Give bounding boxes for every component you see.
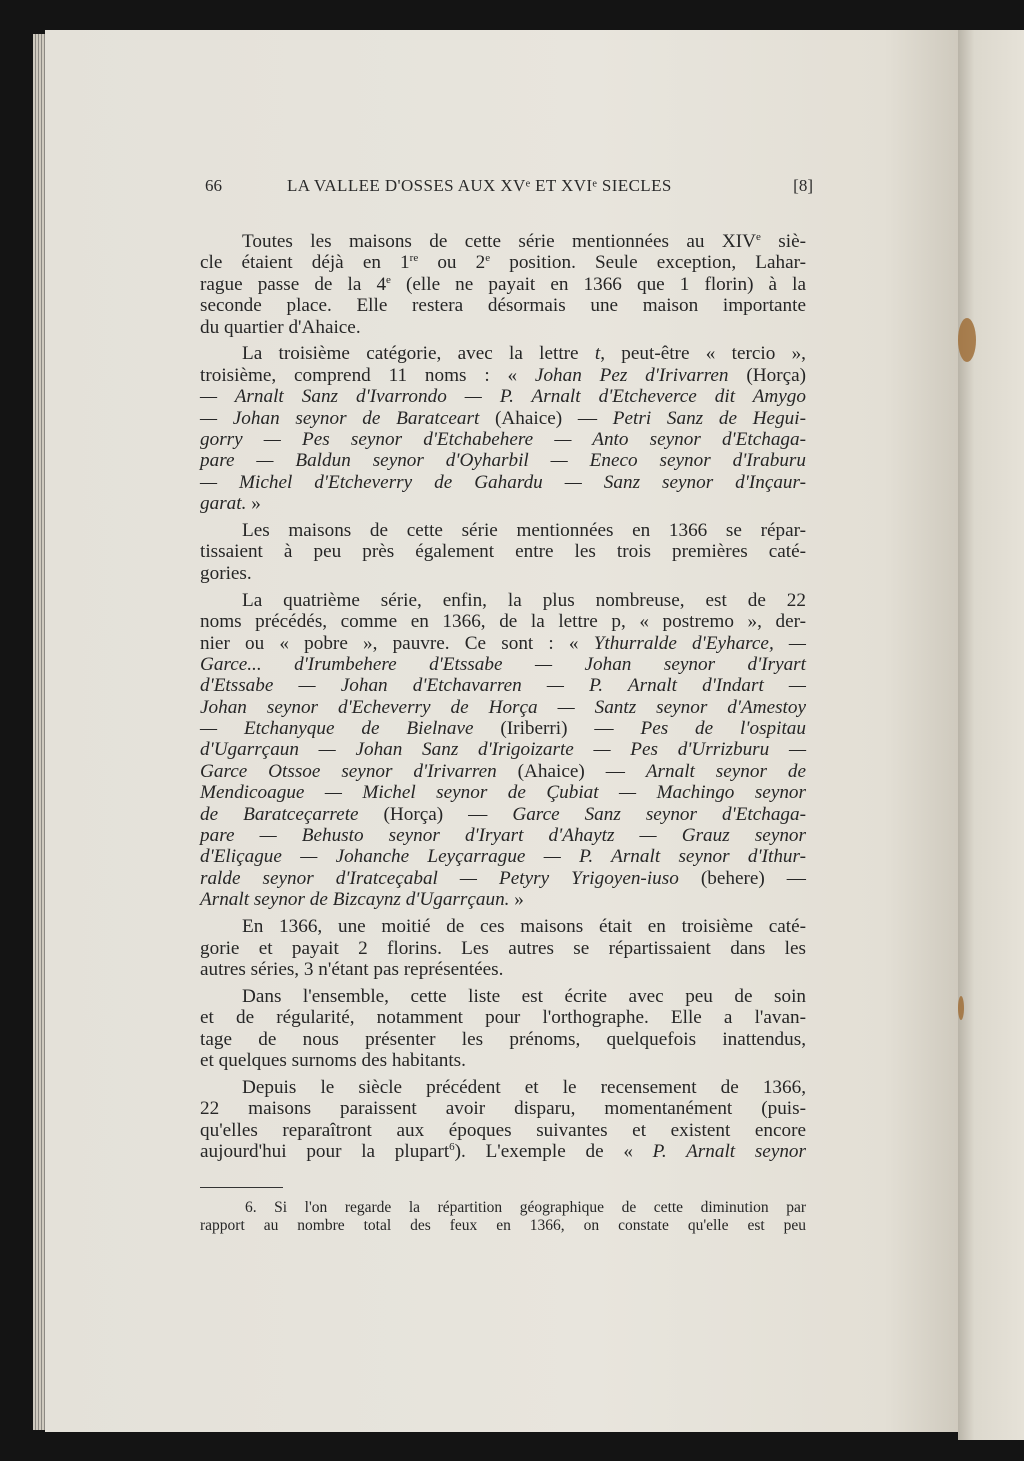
text-run: La quatrième série, enfin, la plus nombreuse, est de 22 [242,589,806,611]
footnote-rule [200,1187,283,1188]
text-line [200,1029,806,1050]
text-line [200,739,806,760]
text-line [200,590,806,611]
footnote-line: 6. Si l'on regarde la répartition géographique de cette diminution par [245,1199,806,1216]
italic-text: d'Etssabe — Johan d'Etchavarren — P. Arnalt d'Indart — [200,675,806,697]
text-line [200,825,806,846]
text-run: aujourd'hui pour la plupart [200,1141,450,1163]
text-run: du quartier d'Ahaice. [200,316,361,338]
text-line [200,274,806,295]
text-run: (Ahaice) — [479,407,613,429]
text-line [200,633,806,654]
text-line [200,868,806,889]
text-line [200,386,806,407]
text-line [200,252,806,273]
paragraph [200,1077,806,1163]
text-line [200,889,806,910]
facing-page-edge [958,30,1024,1440]
text-run: tissaient à peu près également entre les trois premières caté- [200,541,806,563]
text-line [200,846,806,867]
paragraph [200,343,806,514]
italic-text: Pes de l'ospitau [640,718,806,740]
text-run: Depuis le siècle précédent et le recensement de 1366, [242,1076,806,1098]
text-line [200,675,806,696]
text-line [200,1007,806,1028]
section-ref: [8] [793,176,813,195]
text-line [200,295,806,316]
text-run: nier ou « pobre », pauvre. Ce sont : « [200,632,594,654]
text-run: siè- [760,231,806,252]
paragraph [200,520,806,584]
text-run: qu'elles reparaîtront aux époques suivantes et existent encore [200,1119,806,1141]
text-run: troisième, comprend 11 noms : « [200,364,535,386]
italic-text: — Michel d'Etcheverry de Gahardu — Sanz seynor d'Inçaur- [200,471,806,493]
text-line [200,761,806,782]
text-run: noms précédés, comme en 1366, de la lettre p, « postremo », der- [200,611,806,633]
paragraph [200,231,806,338]
text-line [200,365,806,386]
text-run: Toutes les maisons de cette série mentionnées au XIV [242,231,756,252]
text-line [200,718,806,739]
text-run: position. Seule exception, Lahar- [490,252,806,274]
body-text [200,231,806,1168]
text-run: , peut-être « tercio », [600,343,806,365]
text-run: et quelques surnoms des habitants. [200,1049,466,1071]
text-line [200,563,806,584]
superscript: re [409,252,419,265]
italic-text: Ythurralde d'Eyharce, — [593,632,806,654]
text-run: tage de nous présenter les prénoms, quelquefois inattendus, [200,1028,806,1050]
text-run: 22 maisons paraissent avoir disparu, momentanément (puis- [200,1098,806,1120]
text-line [200,1098,806,1119]
paragraph [200,590,806,911]
text-run: et de régularité, notamment pour l'orthographe. Elle a l'avan- [200,1007,806,1029]
footnote-line: rapport au nombre total des feux en 1366, on constate qu'elle est peu [200,1217,806,1234]
text-line [200,520,806,541]
italic-text: — Arnalt Sanz d'Ivarrondo — P. Arnalt d'Etcheverce dit Amygo [200,386,806,408]
superscript: e [756,231,761,243]
text-run: gories. [200,562,252,584]
text-run: Dans l'ensemble, cette liste est écrite avec peu de soin [242,985,806,1007]
italic-text: de Baratceçarrete [200,803,359,825]
paragraph [200,986,806,1072]
paragraph [200,916,806,980]
text-line [200,1077,806,1098]
page-number: 66 [205,176,222,195]
italic-text: P. Arnalt seynor [652,1141,806,1163]
text-run: ). L'exemple de « [454,1141,653,1163]
text-run: Les maisons de cette série mentionnées en 1366 se répar- [242,520,806,542]
italic-text: Garce... d'Irumbehere d'Etssabe — Johan seynor d'Iryart [200,653,806,675]
italic-text: — Johan seynor de Baratceart [200,407,480,429]
text-line [200,782,806,803]
running-header [205,176,813,202]
text-line [200,408,806,429]
text-line [200,938,806,959]
text-line [200,1050,806,1071]
superscript: 6 [449,1141,455,1154]
italic-text: Johan Pez d'Irivarren [534,364,729,386]
text-line [200,611,806,632]
text-line [200,1141,806,1162]
text-run: » [509,889,524,911]
italic-text: pare — Behusto seynor d'Iryart d'Ahaytz — Grauz seynor [200,825,806,847]
text-run: gorie et payait 2 florins. Les autres se répartissaient dans les [200,937,806,959]
italic-text: Mendicoague — Michel seynor de Çubiat — Machingo seynor [200,782,806,804]
text-run: La troisième catégorie, avec la lettre [242,343,595,365]
italic-text: Petri Sanz de Hegui- [612,407,806,429]
paper-stain [958,996,964,1020]
text-line [200,472,806,493]
text-line [200,541,806,562]
italic-text: Garce Sanz seynor d'Etchaga- [512,803,807,825]
text-run: cle étaient déjà en 1 [200,252,410,274]
italic-text: Johan seynor d'Echeverry de Horça — Santz seynor d'Amestoy [200,696,806,718]
text-line [200,986,806,1007]
text-line [200,916,806,937]
text-line [200,231,806,252]
footnote [200,1199,806,1235]
text-run: » [246,493,261,515]
text-line [200,654,806,675]
italic-text: — Etchanyque de Bielnave [200,718,474,740]
text-run: autres séries, 3 n'étant pas représentées. [200,958,504,980]
italic-text: Garce Otssoe seynor d'Irivarren [200,760,497,782]
text-line [200,804,806,825]
text-run: (Ahaice) — [496,760,646,782]
text-run: En 1366, une moitié de ces maisons était en troisième caté- [242,916,806,938]
text-run: rague passe de la 4 [200,273,387,295]
italic-text: ralde seynor d'Iratceçabal — Petyry Yrigoyen-iuso [200,867,679,889]
text-line [200,959,806,980]
italic-text: garat. [200,493,247,515]
paper-stain [958,318,976,362]
text-run: ou 2 [418,252,486,274]
text-run: seconde place. Elle restera désormais une maison importante [200,295,806,317]
text-run: (Iriberri) — [473,718,641,740]
text-run: (behere) — [678,867,806,889]
text-line [200,697,806,718]
text-line [200,317,806,338]
superscript: e [386,273,391,286]
italic-text: t [594,343,601,365]
text-line [200,343,806,364]
text-run: (elle ne payait en 1366 que 1 florin) à la [390,273,806,295]
running-title: LA VALLEE D'OSSES AUX XVᵉ ET XVIᵉ SIECLES [287,176,672,195]
text-run: (Horça) — [358,803,513,825]
italic-text: pare — Baldun seynor d'Oyharbil — Eneco seynor d'Iraburu [200,450,806,472]
superscript: e [485,252,491,265]
italic-text: Arnalt seynor de [645,760,806,782]
italic-text: Arnalt seynor de Bizcaynz d'Ugarrçaun. [200,889,510,911]
text-line [200,1120,806,1141]
italic-text: d'Eliçague — Johanche Leyçarrague — P. Arnalt seynor d'Ithur- [200,846,806,868]
text-run: (Horça) [728,364,807,386]
text-line [200,493,806,514]
italic-text: gorry — Pes seynor d'Etchabehere — Anto seynor d'Etchaga- [200,429,806,451]
text-line [200,429,806,450]
text-line [200,450,806,471]
italic-text: d'Ugarrçaun — Johan Sanz d'Irigoizarte — Pes d'Urrizburu — [200,739,806,761]
